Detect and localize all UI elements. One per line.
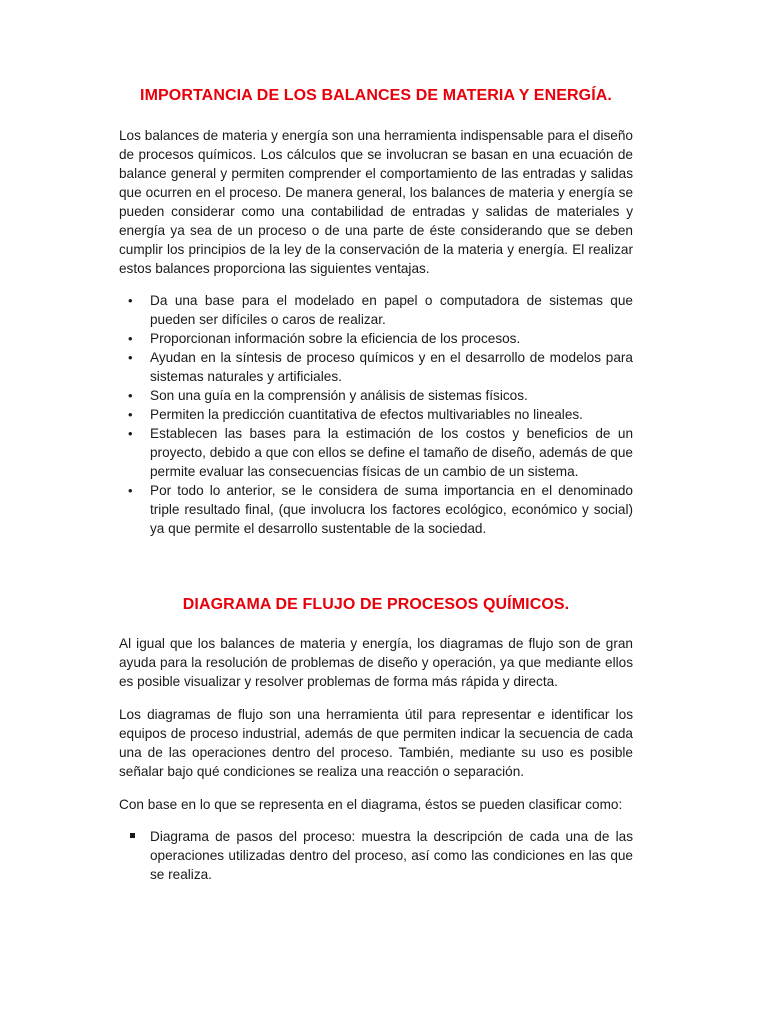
bullet-dot-icon: • [128,407,133,422]
list-item [119,348,633,386]
list-item [119,827,633,884]
bullet-dot-icon: • [128,483,133,498]
bullet-text: Ayudan en la síntesis de proceso químicos y en el desarrollo de modelos para sistemas naturales y artificiales. [150,350,633,384]
section2-bullet-list [119,827,633,884]
section2-title: DIAGRAMA DE FLUJO DE PROCESOS QUÍMICOS. [182,596,570,613]
document-content [119,86,633,884]
section2-paragraph-1: Al igual que los balances de materia y energía, los diagramas de flujo son de gran ayuda para la resolución de problemas de diseño y operación, ya que mediante ellos es posible visualizar y resolver problemas de forma más rápida y directa. [119,636,633,689]
bullet-text: Por todo lo anterior, se le considera de suma importancia en el denominado triple resultado final, (que involucra los factores ecológico, económico y social) ya que permite el desarrollo sustentable de la sociedad. [150,483,633,536]
square-bullet-icon [130,833,135,838]
section2-paragraph-2: Los diagramas de flujo son una herramienta útil para representar e identificar los equipos de proceso industrial, además de que permiten indicar la secuencia de cada una de las operaciones dentro del proceso. También, mediante su uso es posible señalar bajo qué condiciones se realiza una reacción o separación. [119,707,633,779]
bullet-dot-icon: • [128,388,133,403]
bullet-text: Permiten la predicción cuantitativa de efectos multivariables no lineales. [150,407,583,422]
bullet-text: Son una guía en la comprensión y análisis de sistemas físicos. [150,388,528,403]
bullet-text: Establecen las bases para la estimación de los costos y beneficios de un proyecto, debido a que con ellos se define el tamaño de diseño, además de que permite evaluar las consecuencias físicas de un cambio de un sistema. [150,426,633,479]
list-item [119,481,633,538]
section2-paragraph-3: Con base en lo que se representa en el diagrama, éstos se pueden clasificar como: [119,797,623,812]
bullet-dot-icon: • [128,350,133,365]
bullet-dot-icon: • [128,331,133,346]
list-item [119,386,633,405]
list-item [119,291,633,329]
section1-intro: Los balances de materia y energía son una herramienta indispensable para el diseño de procesos químicos. Los cálculos que se involucran se basan en una ecuación de balance general y permiten comprender el comportamiento de las entradas y salidas que ocurren en el proceso. De manera general, los balances de materia y energía se pueden considerar como una contabilidad de entradas y salidas de materiales y energía ya sea de un proceso o de una parte de éste considerando que se deben cumplir los principios de la ley de la conservación de la materia y energía. El realizar estos balances proporciona las siguientes ventajas. [119,128,633,276]
list-item [119,329,633,348]
bullet-text: Proporcionan información sobre la eficiencia de los procesos. [150,331,521,346]
list-item [119,405,633,424]
bullet-text: Da una base para el modelado en papel o computadora de sistemas que pueden ser difíciles o caros de realizar. [150,293,633,327]
section1-title: IMPORTANCIA DE LOS BALANCES DE MATERIA Y ENERGÍA. [140,87,612,104]
bullet-text: Diagrama de pasos del proceso: muestra la descripción de cada una de las operaciones utilizadas dentro del proceso, así como las condiciones en las que se realiza. [150,829,633,882]
list-item [119,424,633,481]
bullet-dot-icon: • [128,293,133,308]
bullet-dot-icon: • [128,426,133,441]
section1-bullet-list [119,291,633,538]
